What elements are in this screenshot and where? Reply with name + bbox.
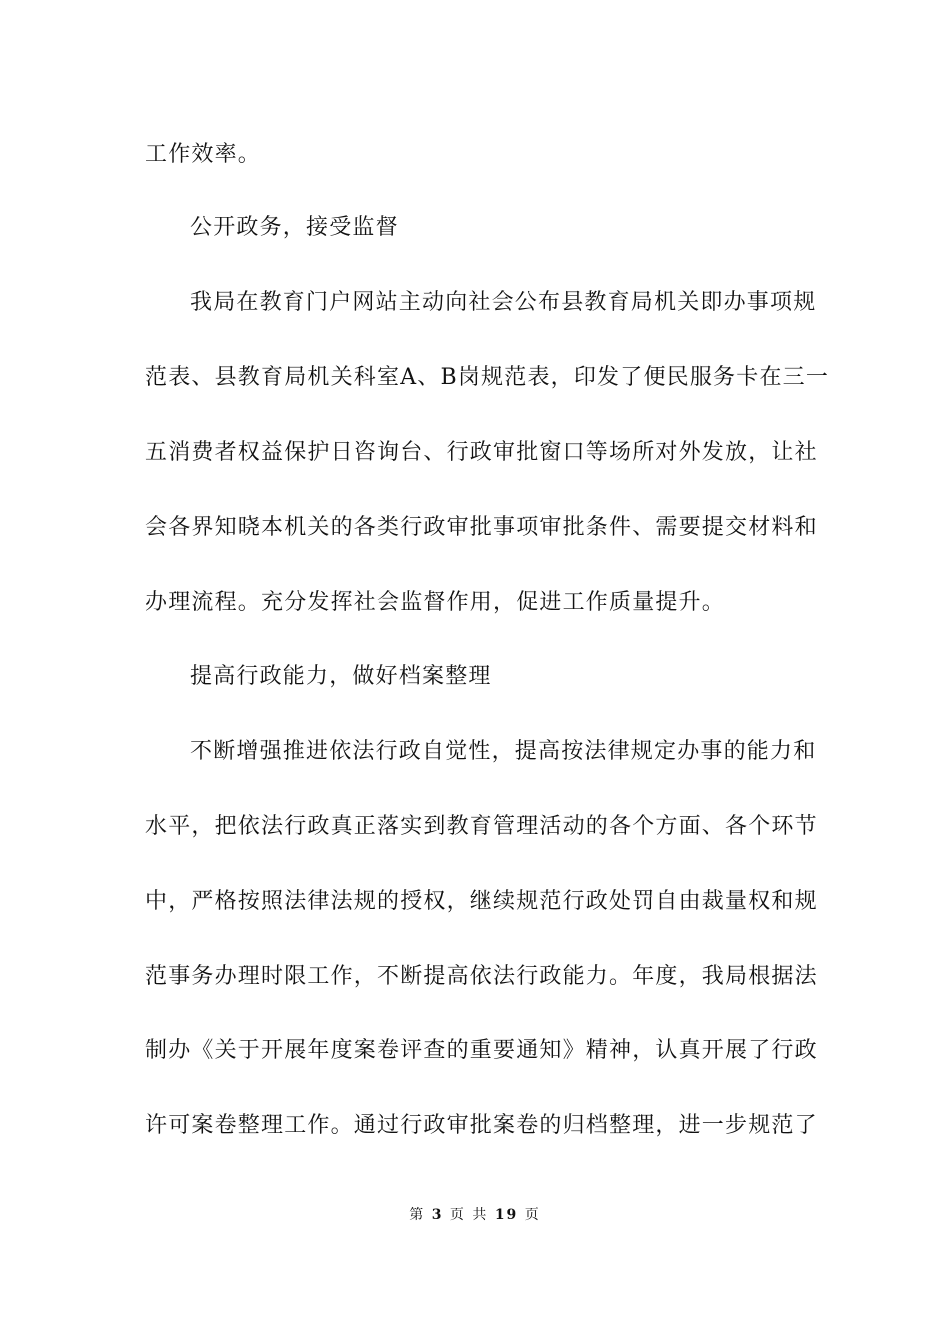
footer-prefix: 第: [409, 1207, 426, 1223]
paragraph-line: 水平，把依法行政真正落实到教育管理活动的各个方面、各个环节: [145, 814, 818, 839]
paragraph-line: 不断增强推进依法行政自觉性，提高按法律规定办事的能力和: [190, 739, 817, 764]
footer-suffix: 页: [524, 1207, 541, 1223]
paragraph-line: 范事务办理时限工作，不断提高依法行政能力。年度，我局根据法: [145, 964, 818, 989]
footer-middle: 页 共: [449, 1207, 489, 1223]
paragraph-line: 办理流程。充分发挥社会监督作用，促进工作质量提升。: [145, 590, 726, 615]
section-heading: 公开政务，接受监督: [190, 215, 399, 240]
page-footer: [0, 1205, 950, 1225]
total-pages-number: 19: [494, 1207, 519, 1223]
paragraph-line: 会各界知晓本机关的各类行政审批事项审批条件、需要提交材料和: [145, 515, 818, 540]
paragraph-line: 中，严格按照法律法规的授权，继续规范行政处罚自由裁量权和规: [145, 889, 818, 914]
paragraph-line: 我局在教育门户网站主动向社会公布县教育局机关即办事项规: [190, 290, 817, 315]
section-heading: 提高行政能力，做好档案整理: [190, 664, 492, 689]
paragraph-line: 范表、县教育局机关科室A、B岗规范表，印发了便民服务卡在三一: [145, 365, 830, 390]
current-page-number: 3: [431, 1207, 444, 1223]
paragraph-line: 制办《关于开展年度案卷评查的重要通知》精神，认真开展了行政: [145, 1038, 818, 1063]
paragraph-line: 许可案卷整理工作。通过行政审批案卷的归档整理，进一步规范了: [145, 1113, 818, 1138]
paragraph-line: 五消费者权益保护日咨询台、行政审批窗口等场所对外发放，让社: [145, 440, 818, 465]
paragraph-line: 工作效率。: [145, 142, 262, 167]
